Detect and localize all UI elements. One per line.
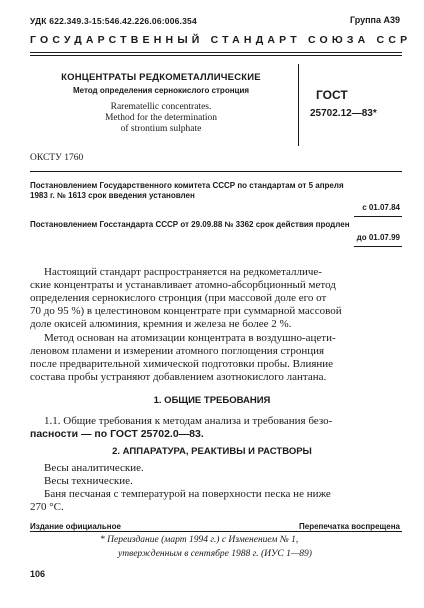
decree-2-date: до 01.07.99: [356, 233, 400, 242]
title-ru-main: КОНЦЕНТРАТЫ РЕДКОМЕТАЛЛИЧЕСКИЕ: [61, 72, 261, 83]
title-en-line2: Method for the determination: [104, 113, 218, 123]
item-sand-bath-line-2: 270 °С.: [30, 501, 64, 513]
intro-line-4: 70 до 95 %) в целестиновом концентрате при суммарной массовой: [30, 305, 342, 317]
footnote-line-2: утвержденным в сентябре 1988 г. (ИУС 1—89): [118, 549, 312, 559]
footer-rule: [30, 531, 402, 532]
method-line-3: после предварительной химической подготовки пробы. Влияние: [30, 358, 334, 370]
section-1-heading: 1. ОБЩИЕ ТРЕБОВАНИЯ: [153, 395, 271, 406]
decree-1-line2: 1983 г. № 1613 срок введения установлен: [30, 191, 195, 200]
reprint-prohibited: Перепечатка воспрещена: [299, 522, 400, 531]
section-1-line-1: 1.1. Общие требования к методам анализа и требования безо-: [44, 415, 333, 427]
method-line-1: Метод основан на атомизации концентрата в воздушно-ацети-: [44, 332, 336, 344]
title-block: [30, 64, 299, 146]
group-code: Группа А39: [349, 15, 400, 25]
method-line-4: состава пробы устраняют добавлением азотнокислого лантана.: [30, 371, 327, 383]
intro-line-5: доле окисей алюминия, кремния и железа не более 2 %.: [30, 318, 292, 330]
intro-line-1: Настоящий стандарт распространяется на редкометалличе-: [44, 266, 322, 278]
decree-1-date-rule: [354, 216, 402, 217]
okstu-rule: [30, 171, 402, 172]
item-analytical-scales: Весы аналитические.: [44, 462, 144, 474]
standard-banner: ГОСУДАРСТВЕННЫЙ СТАНДАРТ СОЮЗА ССР: [30, 34, 412, 46]
official-edition: Издание официальное: [30, 522, 121, 531]
footnote-line-1: * Переиздание (март 1994 г.) с Изменением № 1,: [100, 535, 299, 545]
section-1-line-2: пасности — по ГОСТ 25702.0—83.: [30, 428, 204, 440]
item-technical-scales: Весы технические.: [44, 475, 133, 487]
gost-number: 25702.12—83*: [310, 108, 377, 119]
method-line-2: леновом пламени и измерении атомного поглощения стронция: [30, 345, 325, 357]
udk-code: УДК 622.349.3-15:546.42.226.06:006.354: [30, 16, 197, 26]
decree-1-date: с 01.07.84: [362, 203, 400, 212]
item-sand-bath-line-1: Баня песчаная с температурой на поверхности песка не ниже: [44, 488, 331, 500]
title-ru-sub: Метод определения сернокислого стронция: [72, 86, 250, 95]
section-2-heading: 2. АППАРАТУРА, РЕАКТИВЫ И РАСТВОРЫ: [112, 446, 312, 457]
okstu-code: ОКСТУ 1760: [30, 153, 84, 163]
decree-2-line1: Постановлением Госстандарта СССР от 29.09.88 № 3362 срок действия продлен: [30, 220, 350, 229]
decree-1-line1: Постановлением Государственного комитета СССР по стандартам от 5 апреля: [30, 181, 344, 190]
banner-rule-top: [30, 52, 402, 53]
gost-label: ГОСТ: [316, 88, 348, 102]
intro-line-2: ские концентраты и устанавливает атомно-абсорбционный метод: [30, 279, 336, 291]
title-en-line3: of strontium sulphate: [120, 124, 202, 134]
title-en-line1: Rarematellic concentrates.: [110, 102, 212, 112]
decree-2-date-rule: [354, 246, 402, 247]
intro-line-3: определения сернокислого стронция (при массовой доле его от: [30, 292, 327, 304]
banner-rule-bottom: [30, 55, 402, 56]
page-number: 106: [30, 569, 46, 579]
